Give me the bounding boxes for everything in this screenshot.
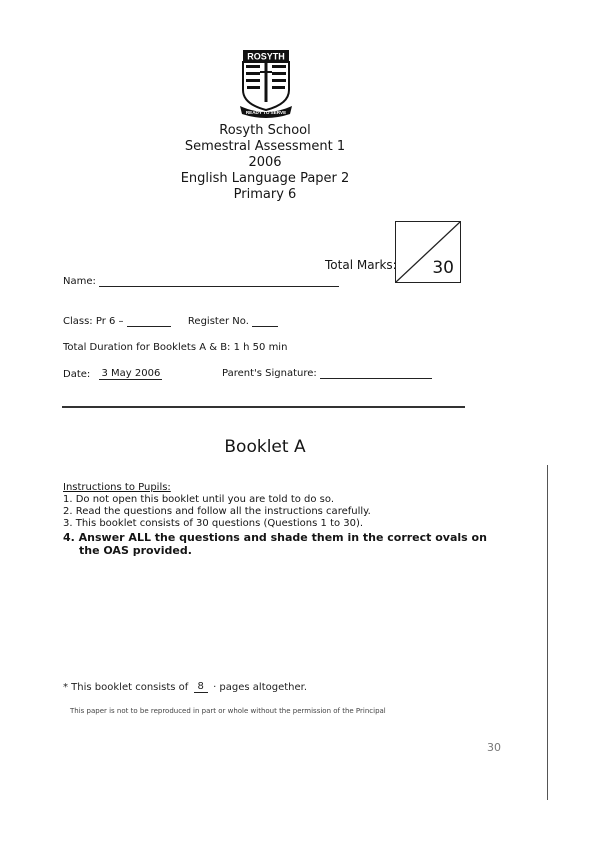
date-field xyxy=(63,368,162,380)
signature-field xyxy=(222,368,432,379)
divider xyxy=(62,406,465,408)
class-blank xyxy=(127,326,171,327)
assessment-title: Semestral Assessment 1 xyxy=(184,139,346,154)
school-crest xyxy=(236,48,296,118)
svg-text:READY TO SERVE: READY TO SERVE xyxy=(245,110,287,115)
instructions-heading: Instructions to Pupils: xyxy=(63,482,171,493)
total-marks-box xyxy=(395,221,461,283)
paper-title: English Language Paper 2 xyxy=(180,171,350,186)
date-value: 3 May 2006 xyxy=(101,368,161,379)
duration: Total Duration for Booklets A & B: 1 h 50 min xyxy=(63,342,288,353)
instruction-item: 4. Answer ALL the questions and shade them in the correct ovals on xyxy=(63,531,487,544)
signature-blank xyxy=(320,378,432,379)
class-label: Class: Pr 6 – xyxy=(63,316,124,327)
reproduction-notice: This paper is not to be reproduced in part or whole without the permission of the Principal xyxy=(70,707,386,715)
instruction-item: the OAS provided. xyxy=(79,544,192,557)
date-label: Date: xyxy=(63,369,91,380)
total-marks-label: Total Marks: xyxy=(325,258,397,272)
instruction-item: 1. Do not open this booklet until you are told to do so. xyxy=(63,494,335,505)
pages-note-prefix: * This booklet consists of xyxy=(63,682,189,693)
level: Primary 6 xyxy=(233,187,297,202)
instruction-item: 3. This booklet consists of 30 questions (Questions 1 to 30). xyxy=(63,518,364,529)
class-field xyxy=(63,316,278,327)
school-name: Rosyth School xyxy=(219,123,311,138)
register-label: Register No. xyxy=(187,316,249,327)
pages-note-suffix: · pages altogether. xyxy=(213,682,308,693)
assessment-year: 2006 xyxy=(248,155,282,170)
svg-text:ROSYTH: ROSYTH xyxy=(247,51,285,62)
signature-label: Parent's Signature: xyxy=(222,368,317,379)
margin-mark: 30 xyxy=(487,741,501,754)
name-label: Name: xyxy=(63,276,96,287)
name-blank xyxy=(99,286,339,287)
name-field xyxy=(63,276,339,287)
instruction-item: 2. Read the questions and follow all the instructions carefully. xyxy=(63,506,371,517)
pages-count: 8 xyxy=(194,681,208,693)
pages-note xyxy=(63,681,307,693)
booklet-title: Booklet A xyxy=(224,437,306,457)
register-blank xyxy=(252,326,278,327)
total-marks-value: 30 xyxy=(432,258,454,278)
page-edge-line xyxy=(547,465,548,800)
